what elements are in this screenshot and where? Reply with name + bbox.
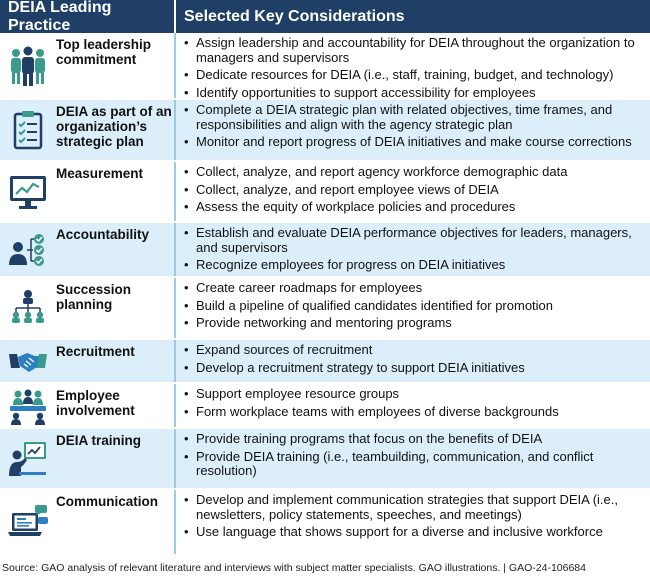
list-item: • Assign leadership and accountability for DEIA throughout the organization to managers and supervisors bbox=[184, 35, 635, 65]
list-item: • Provide training programs that focus on the benefits of DEIA bbox=[184, 431, 543, 446]
practice-name: Succession planning bbox=[56, 282, 132, 312]
list-item: • Dedicate resources for DEIA (i.e., staff, training, budget, and technology) bbox=[184, 67, 614, 82]
list-item: • Assess the equity of workplace policies and procedures bbox=[184, 199, 516, 214]
table-row bbox=[0, 278, 650, 340]
monitor-chart-icon bbox=[0, 162, 56, 221]
presenter-screen-icon bbox=[0, 429, 56, 488]
practice-name: DEIA training bbox=[56, 433, 142, 448]
list-item: • Complete a DEIA strategic plan with related objectives, time frames, and responsibilities and align with the agency strategic plan bbox=[184, 102, 613, 132]
considerations-cell bbox=[176, 33, 650, 98]
considerations-cell bbox=[176, 100, 650, 160]
list-item: • Recognize employees for progress on DEIA initiatives bbox=[184, 257, 506, 272]
practice-name: DEIA as part of an organization’s strategic plan bbox=[56, 104, 172, 149]
list-item: • Form workplace teams with employees of diverse backgrounds bbox=[184, 403, 559, 419]
table-row bbox=[0, 100, 650, 162]
header-practice: DEIA Leading Practice bbox=[0, 0, 176, 33]
practice-name: Measurement bbox=[56, 166, 144, 181]
considerations-cell bbox=[176, 429, 650, 488]
list-item: • Monitor and report progress of DEIA initiatives and make course corrections bbox=[184, 134, 632, 149]
list-item: • Use language that shows support for a diverse and inclusive workforce bbox=[184, 524, 603, 539]
table-row bbox=[0, 33, 650, 100]
list-item: • Create career roadmaps for employees bbox=[184, 280, 423, 295]
list-item: • Provide networking and mentoring programs bbox=[184, 315, 452, 330]
handshake-icon bbox=[0, 340, 56, 382]
practice-name: Employee involvement bbox=[56, 388, 135, 418]
table-row bbox=[0, 223, 650, 278]
table-header bbox=[0, 0, 650, 33]
table-row bbox=[0, 162, 650, 223]
considerations-cell bbox=[176, 162, 650, 221]
table-row bbox=[0, 490, 650, 556]
list-item: • Establish and evaluate DEIA performance objectives for leaders, managers, and supervisors bbox=[184, 225, 632, 255]
clipboard-checklist-icon bbox=[0, 100, 56, 160]
list-item: • Develop a recruitment strategy to support DEIA initiatives bbox=[184, 359, 525, 375]
practice-name: Recruitment bbox=[56, 344, 135, 359]
considerations-cell bbox=[176, 384, 650, 427]
practice-name: Communication bbox=[56, 494, 159, 509]
org-chart-icon bbox=[0, 278, 56, 338]
considerations-cell bbox=[176, 490, 650, 554]
list-item: • Collect, analyze, and report employee views of DEIA bbox=[184, 181, 499, 197]
list-item: • Provide DEIA training (i.e., teambuilding, communication, and conflict resolution) bbox=[184, 448, 594, 478]
list-item: • Develop and implement communication strategies that support DEIA (i.e., newsletters, policy statements, speeches, and meetings) bbox=[184, 492, 618, 522]
list-item: • Expand sources of recruitment bbox=[184, 342, 373, 357]
leadership-people-icon bbox=[0, 33, 56, 98]
list-item: • Collect, analyze, and report agency workforce demographic data bbox=[184, 164, 568, 179]
considerations-cell bbox=[176, 340, 650, 382]
practice-name: Top leadership commitment bbox=[56, 37, 152, 67]
considerations-cell bbox=[176, 223, 650, 276]
list-item: • Support employee resource groups bbox=[184, 386, 400, 401]
meeting-group-icon bbox=[0, 384, 56, 427]
table-row bbox=[0, 429, 650, 490]
list-item: • Identify opportunities to support accessibility for employees bbox=[184, 84, 536, 100]
table-row bbox=[0, 384, 650, 429]
header-considerations: Selected Key Considerations bbox=[184, 7, 405, 25]
person-checks-icon bbox=[0, 223, 56, 276]
table-row bbox=[0, 340, 650, 384]
practice-name: Accountability bbox=[56, 227, 150, 242]
laptop-messages-icon bbox=[0, 490, 56, 554]
considerations-cell bbox=[176, 278, 650, 338]
list-item: • Build a pipeline of qualified candidates identified for promotion bbox=[184, 297, 554, 313]
source-note: Source: GAO analysis of relevant literature and interviews with subject matter specialists. GAO illustrations. | GAO-24-106684 bbox=[2, 562, 586, 574]
